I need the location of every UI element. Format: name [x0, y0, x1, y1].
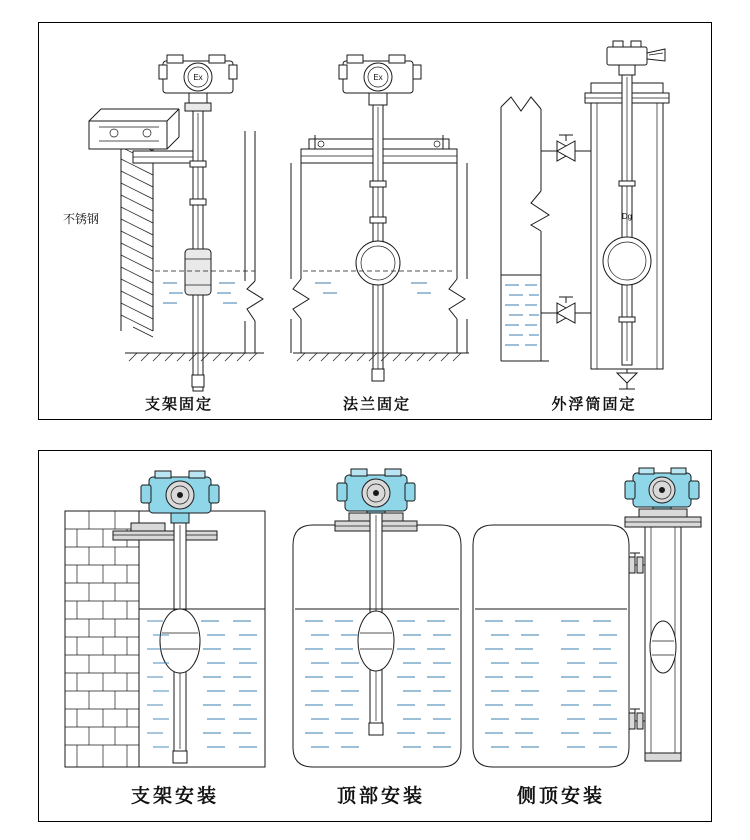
figure-bracket-installation [61, 469, 269, 769]
caption-flange-fixed: 法兰固定 [342, 396, 411, 413]
caption-top-installation: 顶部安装 [336, 786, 425, 807]
liquid-level [139, 609, 265, 747]
external-chamber [585, 75, 669, 369]
mounting-bracket [89, 109, 203, 163]
side-chamber [645, 527, 681, 761]
figure-side-top-installation [469, 469, 699, 769]
panel-bottom [38, 450, 712, 822]
figure-top-installation [287, 469, 467, 769]
bottom-valve [541, 297, 591, 323]
drain-valve [617, 369, 637, 389]
figure-external-chamber-fixed [479, 31, 694, 391]
transmitter-head [339, 55, 421, 105]
svg-text:Ex: Ex [373, 73, 383, 82]
tank-right-wall [245, 131, 263, 353]
caption-side-top-installation: 侧顶安装 [516, 786, 605, 807]
caption-bracket-fixed: 支架固定 [144, 396, 213, 413]
liquid-level [475, 609, 627, 747]
figure-bracket-fixed [59, 31, 274, 391]
transmitter-head [141, 471, 219, 523]
svg-text:Ex: Ex [193, 73, 203, 82]
flange [625, 509, 701, 527]
caption-bracket-installation: 支架安装 [130, 786, 219, 807]
transmitter-head [607, 41, 665, 75]
top-connection [629, 553, 645, 573]
brick-wall [65, 511, 139, 767]
bottom-connection [629, 709, 645, 729]
probe-stem [160, 523, 200, 763]
top-valve [541, 135, 591, 161]
label-stainless-steel: 不锈钢 [63, 212, 100, 226]
probe-stem [358, 513, 394, 735]
svg-text:Dg: Dg [621, 212, 633, 221]
caption-external-chamber-fixed: 外浮筒固定 [551, 396, 637, 413]
figure-flange-fixed [279, 31, 479, 391]
transmitter-head [159, 55, 237, 111]
tank-left [501, 97, 549, 361]
panel-top [38, 22, 712, 420]
